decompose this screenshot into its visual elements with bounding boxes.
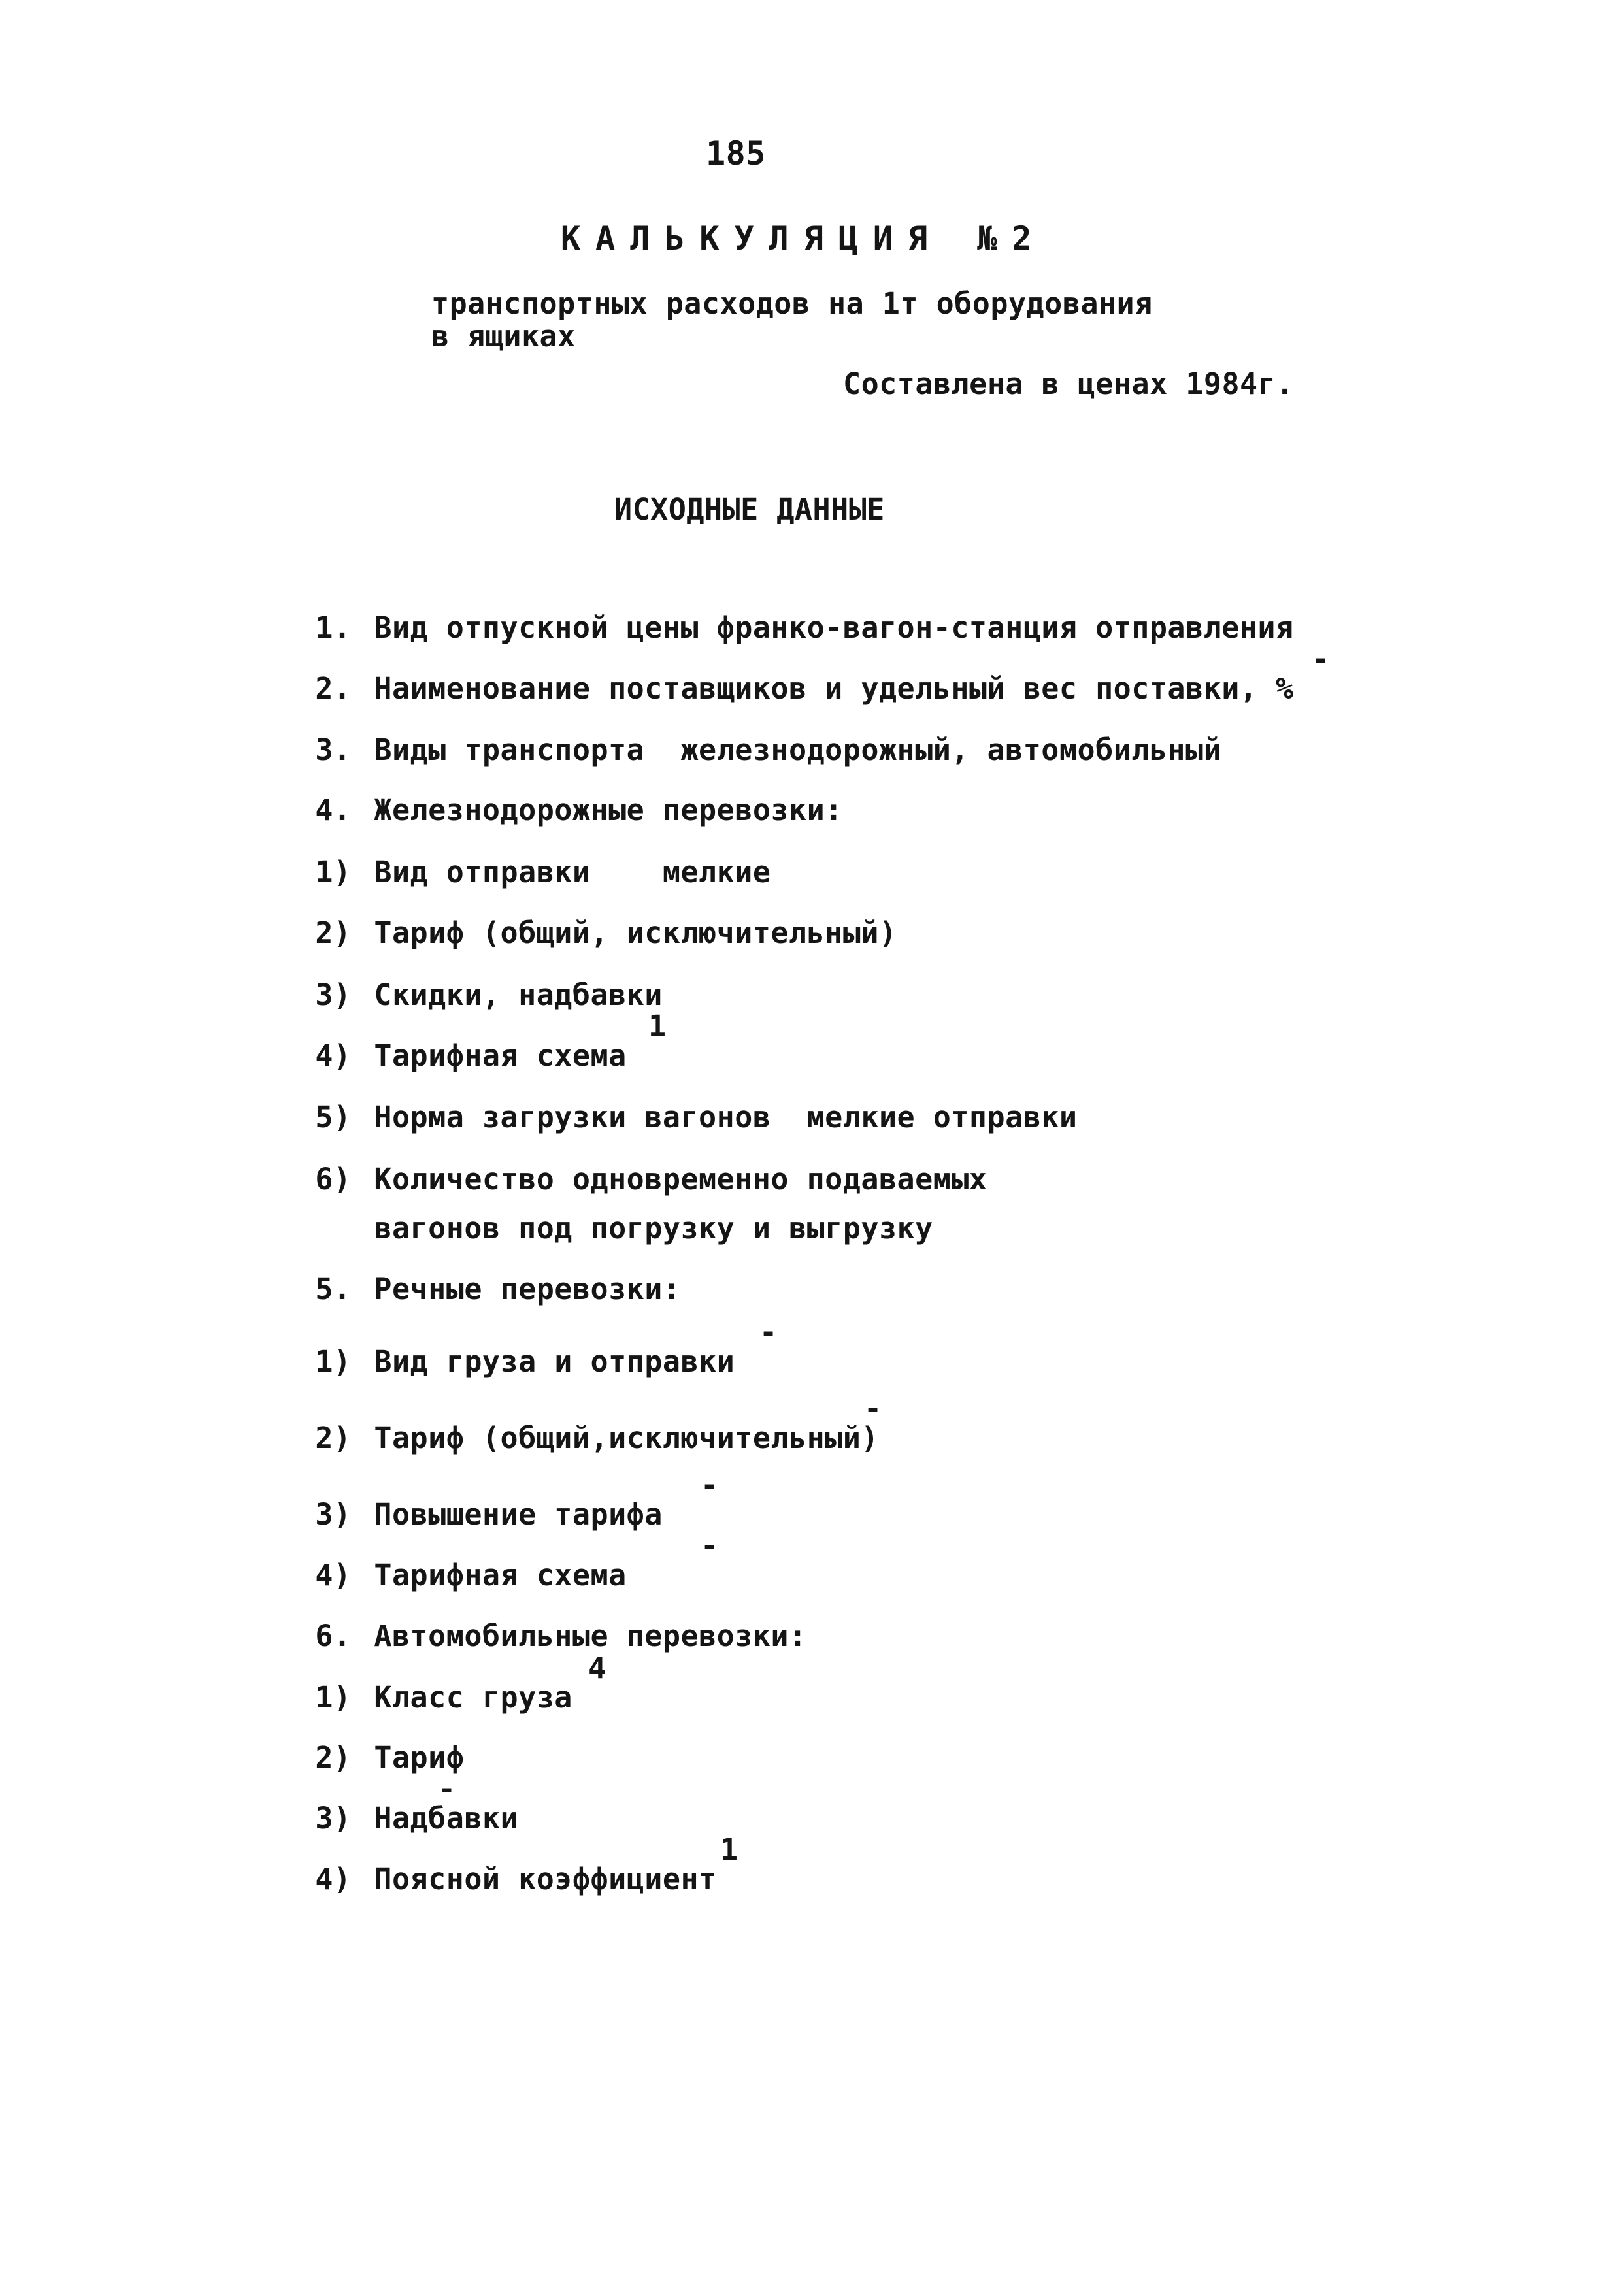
item-number: 1.: [315, 610, 352, 645]
item-value: -: [438, 1772, 456, 1806]
item-label: Тарифная схема: [374, 1558, 627, 1592]
item-label: Речные перевозки:: [374, 1272, 681, 1306]
item-number: 4): [315, 1558, 352, 1592]
item-label: Скидки, надбавки: [374, 978, 663, 1012]
item-value: 4: [588, 1651, 606, 1685]
item-number: 6.: [315, 1619, 352, 1653]
price-note: Составлена в ценах 1984г.: [843, 367, 1294, 401]
item-label: Вид отпускной цены франко-вагон-станция отправления: [374, 610, 1294, 645]
item-number: 5.: [315, 1272, 352, 1306]
item-label: Класс груза: [374, 1680, 572, 1715]
item-label: Тариф: [374, 1740, 465, 1775]
item-value: -: [701, 1468, 719, 1502]
item-number: 4.: [315, 793, 352, 827]
subtitle-line-2: в ящиках: [431, 319, 576, 354]
section-heading: ИСХОДНЫЕ ДАННЫЕ: [614, 492, 885, 527]
document-title: КАЛЬКУЛЯЦИЯ №2: [561, 220, 1047, 257]
item-number: 2): [315, 1421, 352, 1455]
item-number: 6): [315, 1162, 352, 1196]
item-number: 3.: [315, 733, 352, 767]
item-number: 2): [315, 916, 352, 950]
item-number: 3): [315, 1801, 352, 1836]
item-number: 5): [315, 1100, 352, 1134]
item-value: -: [701, 1528, 719, 1563]
item-label: Вид отправки мелкие: [374, 855, 771, 889]
item-label: вагонов под погрузку и выгрузку: [374, 1211, 933, 1245]
item-label: Количество одновременно подаваемых: [374, 1162, 987, 1196]
item-value: -: [864, 1391, 882, 1426]
item-label: Наименование поставщиков и удельный вес поставки, %: [374, 671, 1294, 706]
item-number: 1): [315, 1344, 352, 1379]
item-label: Тариф (общий,исключительный): [374, 1421, 879, 1455]
item-number: 2): [315, 1740, 352, 1775]
item-number: 2.: [315, 671, 352, 706]
item-label: Повышение тарифа: [374, 1497, 663, 1532]
subtitle-line-1: транспортных расходов на 1т оборудования: [431, 286, 1153, 321]
item-number: 1): [315, 855, 352, 889]
item-label: Вид груза и отправки: [374, 1344, 735, 1379]
item-value: 1: [648, 1009, 667, 1044]
item-label: Поясной коэффициент: [374, 1862, 717, 1896]
item-number: 1): [315, 1680, 352, 1715]
item-value: -: [759, 1315, 778, 1349]
item-label: Надбавки: [374, 1801, 519, 1836]
item-label: Виды транспорта железнодорожный, автомобильный: [374, 733, 1222, 767]
item-number: 4): [315, 1038, 352, 1073]
item-label: Железнодорожные перевозки:: [374, 793, 843, 827]
item-label: Тарифная схема: [374, 1038, 627, 1073]
item-value: -: [1312, 642, 1330, 676]
page-number: 185: [706, 135, 766, 173]
item-value: 1: [720, 1832, 738, 1867]
item-number: 4): [315, 1862, 352, 1896]
item-label: Норма загрузки вагонов мелкие отправки: [374, 1100, 1078, 1134]
item-number: 3): [315, 1497, 352, 1532]
item-label: Автомобильные перевозки:: [374, 1619, 807, 1653]
item-label: Тариф (общий, исключительный): [374, 916, 897, 950]
list-item: [243, 1832, 738, 1953]
item-number: 3): [315, 978, 352, 1012]
